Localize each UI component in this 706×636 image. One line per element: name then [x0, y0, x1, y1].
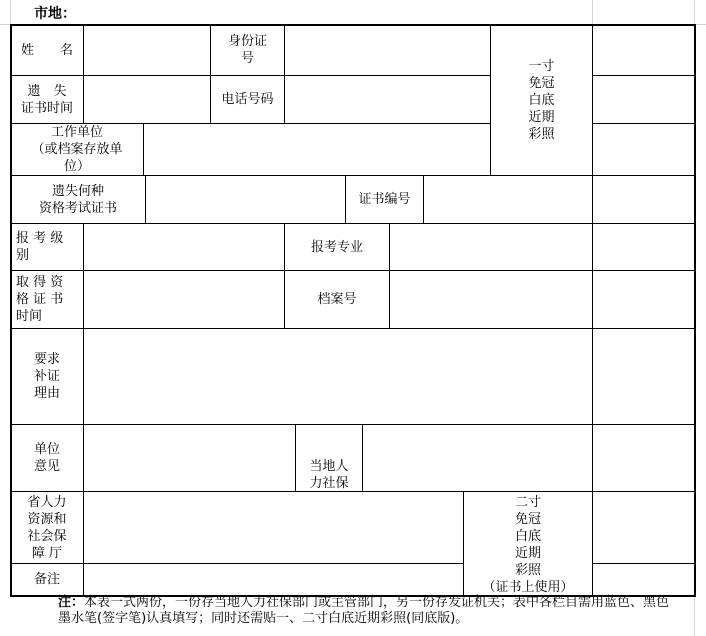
reason-label: 要求 补证 理由 — [33, 352, 60, 401]
footer-note — [58, 595, 678, 627]
province-hr-label: 省人力 资源和 社会保 障 厅 — [27, 494, 67, 561]
local-hr-label: 当地人 力社保 — [309, 459, 349, 491]
obtain-cert-time-label: 取 得 资 格 证 书 时间 — [16, 275, 64, 324]
note-text: 本表一式两份，一份存当地人力社保部门或主管部门，另一份存发证机关；表中各栏目需用蓝色、黑色墨水笔(签字笔)认真填写；同时还需贴一、二寸白底近期彩照(同底版)。 — [58, 595, 670, 626]
exam-major-label: 报考专业 — [310, 239, 363, 255]
employer-label: 工作单位 （或档案存放单 位） — [31, 125, 123, 174]
city-label: 市地： — [34, 6, 76, 22]
note-prefix: 注： — [58, 595, 85, 610]
unit-opinion-label: 单位 意见 — [33, 442, 60, 474]
photo-one-inch-label: 一寸 免冠 白底 近期 彩照 — [528, 58, 555, 142]
grid-line — [592, 0, 593, 24]
exam-level-label: 报 考 级 别 — [16, 231, 64, 263]
photo-two-inch-label: 二寸 免冠 白底 近期 彩照 （证书上使用） — [482, 495, 574, 595]
phone-label: 电话号码 — [221, 92, 274, 107]
name-label: 姓 名 — [20, 42, 73, 58]
lost-certificate-type-label: 遗失何种 资格考试证书 — [38, 183, 117, 216]
grid-line — [10, 0, 11, 24]
id-number-label: 身份证 号 — [227, 34, 267, 66]
remark-label: 备注 — [33, 572, 60, 587]
file-number-label: 档案号 — [317, 292, 357, 307]
certificate-number-label: 证书编号 — [358, 192, 411, 207]
lost-cert-time-label: 遗 失 证书时间 — [20, 83, 73, 116]
